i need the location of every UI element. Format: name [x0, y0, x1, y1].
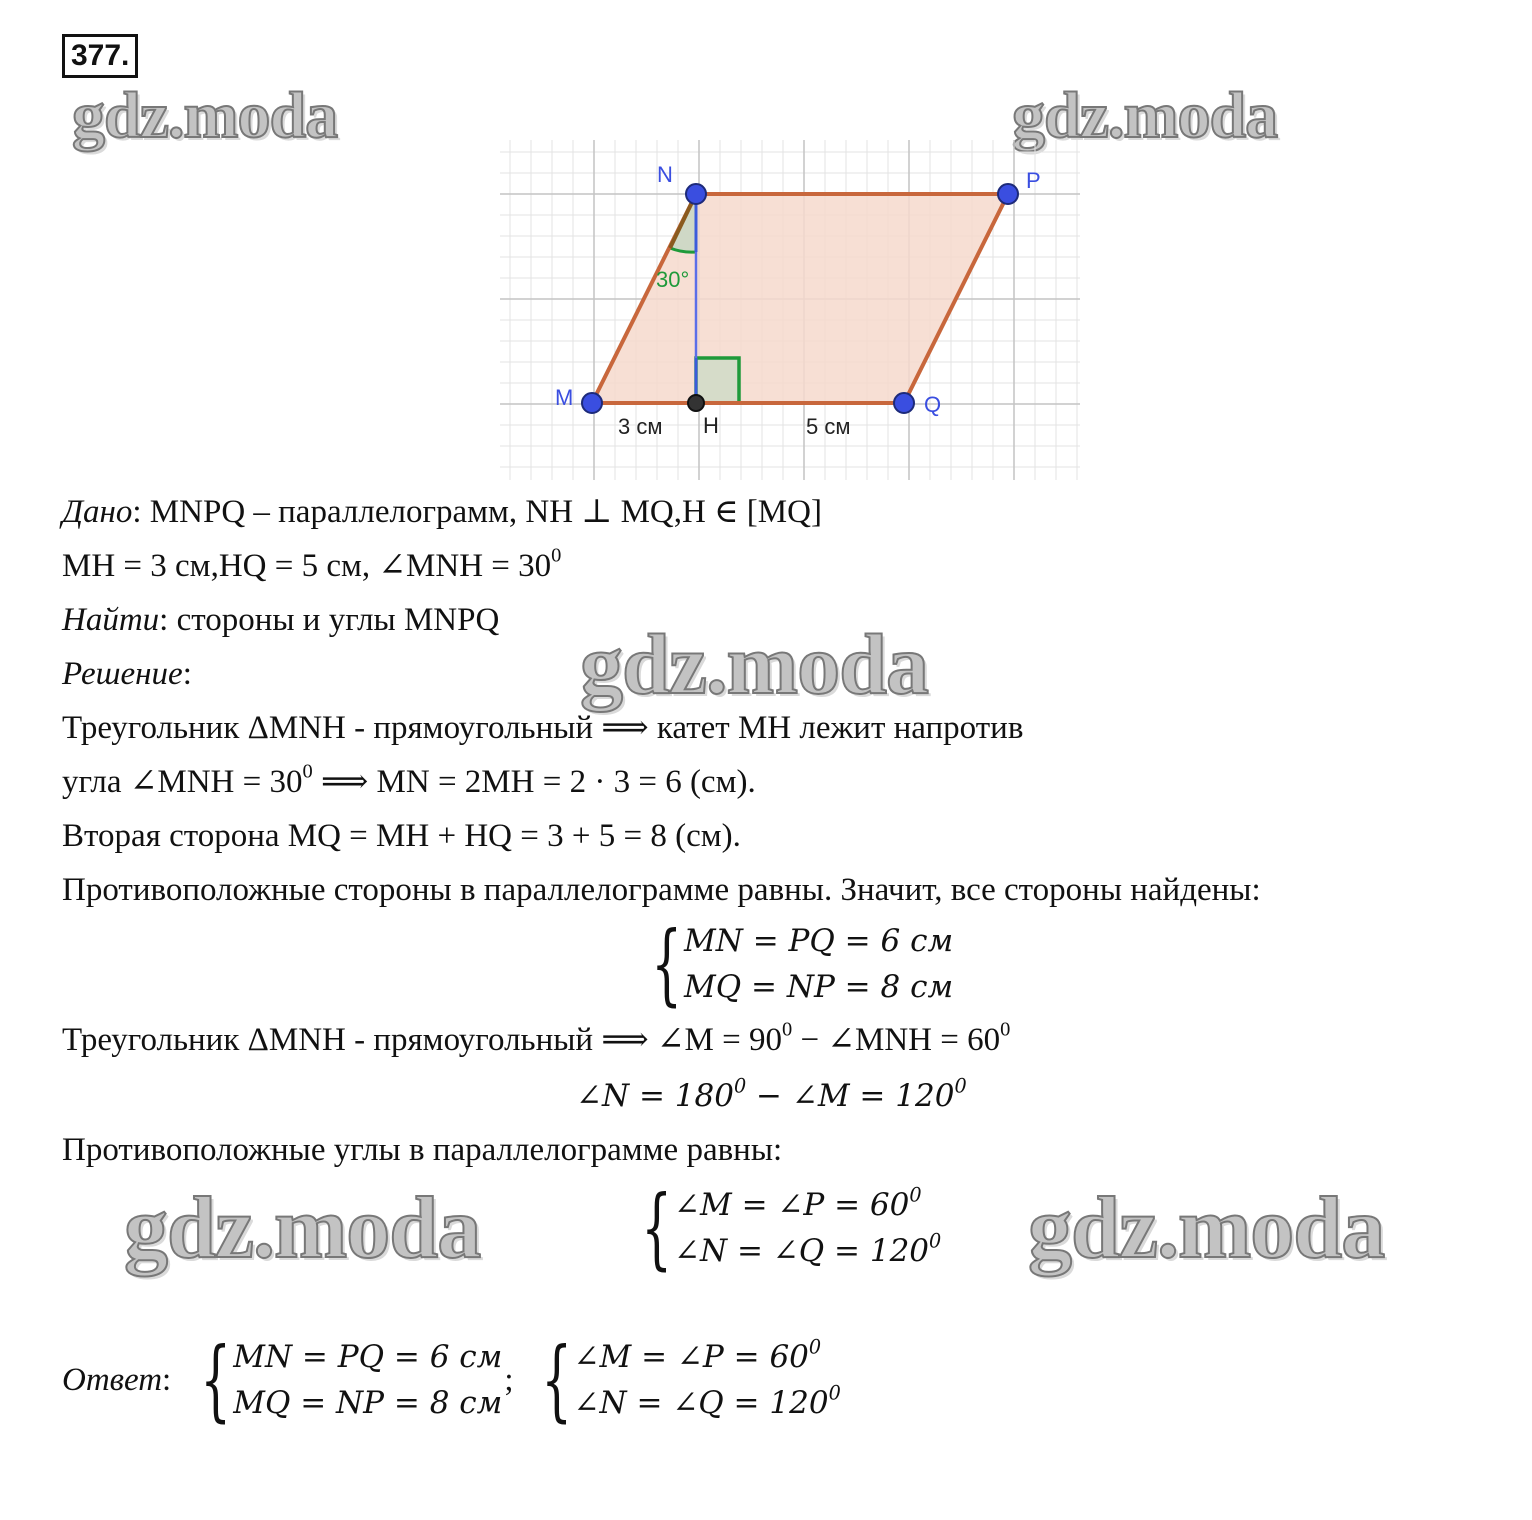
given-values: MH = 3 см,HQ = 5 см, ∠MNH = 30	[62, 548, 552, 584]
label-H: H	[703, 413, 719, 438]
given-line-2	[62, 546, 561, 586]
line-2-part-a: угла ∠MNH = 30	[62, 764, 303, 800]
angle-label: 30°	[656, 267, 690, 292]
task-number: 377.	[62, 34, 138, 78]
given-text: : MNPQ – параллелограмм, NH ⊥ MQ,H ∈ [MQ]	[132, 494, 822, 530]
angles-system	[616, 1176, 942, 1279]
answer-separator: ;	[504, 1362, 514, 1398]
system-row: MQ = NP = 8 см	[684, 969, 954, 1005]
line-6-part-b: − ∠M = 120	[746, 1078, 955, 1114]
answer-row: MQ = NP = 8 см	[233, 1385, 503, 1421]
point-Q	[894, 393, 914, 413]
solution-line-6	[576, 1076, 967, 1116]
watermark-bottom-left: gdz.moda	[124, 1180, 481, 1277]
find-word: Найти	[62, 602, 160, 638]
answer-row	[574, 1380, 841, 1426]
degree-sup: 0	[828, 1381, 841, 1405]
label-M: M	[555, 385, 574, 410]
parallelogram-figure	[500, 140, 1080, 480]
degree-sup: 0	[954, 1074, 967, 1098]
degree-sup: 0	[909, 1183, 922, 1207]
watermark-middle: gdz.moda	[580, 616, 928, 712]
line-2-part-b: ⟹ MN = 2MH = 2 · 3 = 6 (см).	[312, 764, 756, 800]
answer-word: Ответ	[62, 1362, 163, 1398]
label-P: P	[1026, 168, 1041, 193]
degree-sup: 0	[1000, 1018, 1011, 1041]
segment-HQ-label: 5 см	[806, 414, 851, 439]
point-P	[998, 184, 1018, 204]
solution-line-2	[62, 762, 756, 802]
solution-heading	[62, 654, 192, 694]
answer-colon: :	[162, 1362, 172, 1398]
brace-icon: {	[641, 1176, 672, 1279]
find-text: : стороны и углы MNPQ	[159, 602, 500, 638]
answer-row: MN = PQ = 6 см	[233, 1339, 503, 1375]
solution-line-5	[62, 1020, 1010, 1060]
answer-row	[574, 1334, 841, 1380]
watermark-top-right: gdz.moda	[1012, 79, 1278, 152]
degree-sup: 0	[302, 760, 313, 783]
sides-system	[626, 912, 954, 1015]
answer-block	[62, 1328, 841, 1431]
point-N	[686, 184, 706, 204]
solution-word: Решение	[62, 656, 183, 692]
parallelogram-fill	[592, 194, 1008, 403]
find-line	[62, 600, 499, 640]
solution-line-3: Вторая сторона MQ = MH + HQ = 3 + 5 = 8 (см).	[62, 818, 741, 854]
system-row: MN = PQ = 6 см	[684, 923, 954, 959]
label-Q: Q	[924, 392, 942, 417]
watermark-bottom-right: gdz.moda	[1028, 1180, 1385, 1277]
brace-icon: {	[200, 1328, 232, 1431]
brace-icon: {	[540, 1328, 572, 1431]
point-M	[582, 393, 602, 413]
degree-sup: 0	[808, 1335, 822, 1359]
degree-sup: 0	[929, 1229, 942, 1253]
solution-line-7: Противоположные углы в параллелограмме равны:	[62, 1132, 783, 1168]
given-line-1	[62, 492, 822, 532]
row-text: ∠M = ∠P = 60	[674, 1187, 910, 1223]
degree-sup: 0	[551, 544, 562, 567]
system-row	[674, 1228, 941, 1274]
row-text: ∠N = ∠Q = 120	[674, 1233, 930, 1269]
row-text: ∠N = ∠Q = 120	[573, 1385, 829, 1421]
answer-label	[62, 1360, 171, 1400]
solution-line-1: Треугольник ΔMNH - прямоугольный ⟹ катет MH лежит напротив	[62, 710, 1024, 746]
solution-colon: :	[182, 656, 192, 692]
solution-line-4: Противоположные стороны в параллелограмме равны. Значит, все стороны найдены:	[62, 872, 1261, 908]
brace-icon: {	[651, 912, 682, 1015]
label-N: N	[657, 162, 673, 187]
segment-MH-label: 3 см	[618, 414, 663, 439]
line-6-part-a: ∠N = 180	[576, 1078, 734, 1114]
degree-sup: 0	[782, 1018, 793, 1041]
system-row	[674, 1182, 941, 1228]
line-5-part-b: − ∠MNH = 60	[792, 1022, 1001, 1058]
line-5-part-a: Треугольник ΔMNH - прямоугольный ⟹ ∠M = 90	[62, 1022, 783, 1058]
given-word: Дано	[62, 494, 133, 530]
watermark-top-left: gdz.moda	[72, 79, 338, 152]
row-text: ∠M = ∠P = 60	[573, 1339, 809, 1375]
degree-sup: 0	[733, 1074, 747, 1098]
right-angle-marker	[696, 358, 739, 403]
point-H	[688, 395, 704, 411]
